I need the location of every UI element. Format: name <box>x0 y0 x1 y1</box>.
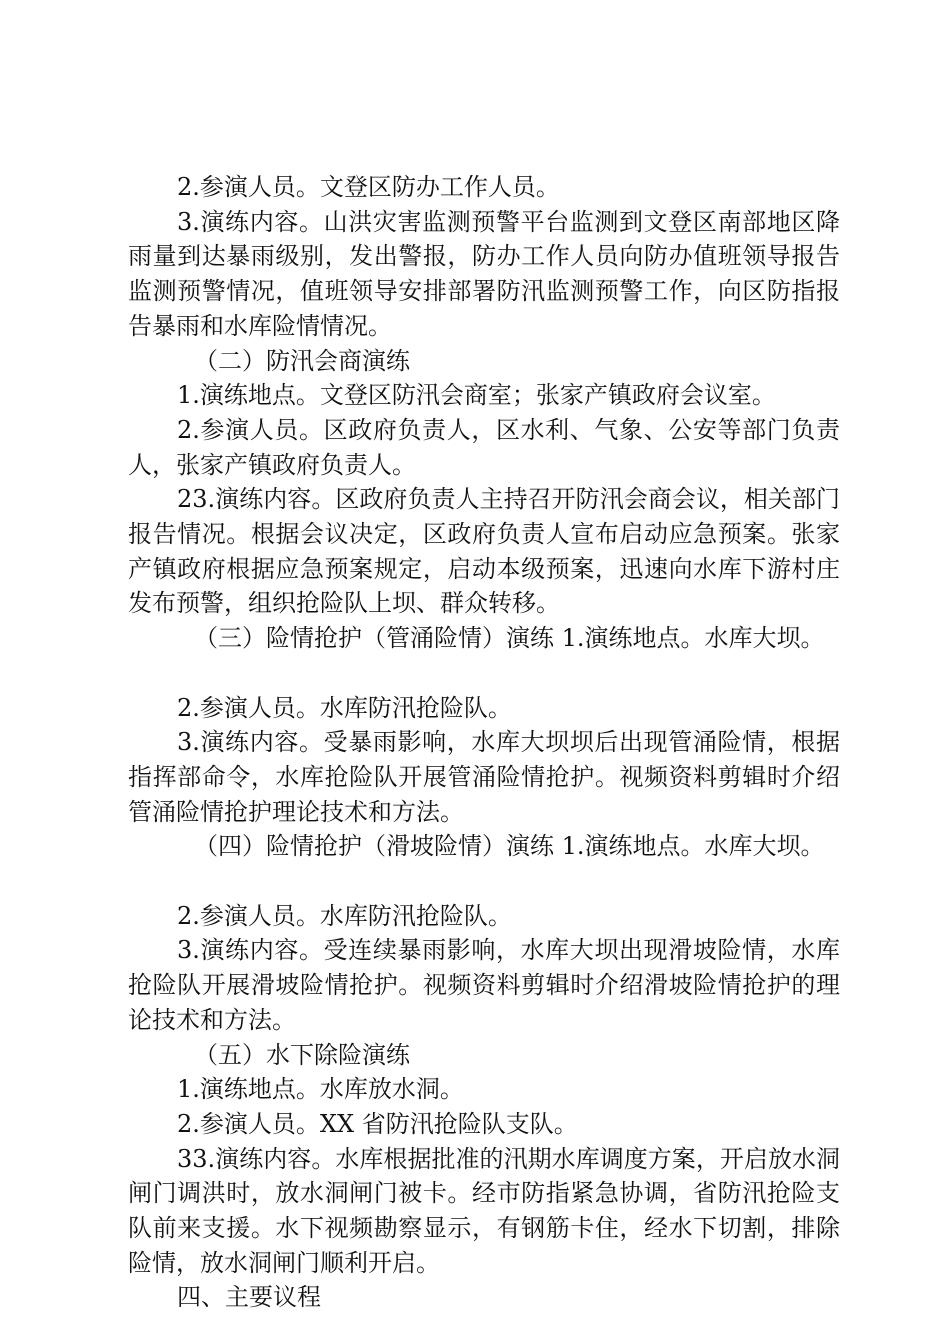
paragraph-participants-3: 2.参演人员。水库防汛抢险队。 <box>177 693 512 722</box>
blank-line <box>128 656 840 691</box>
section-heading-3: （三）险情抢护（管涌险情）演练 1.演练地点。水库大坝。 <box>194 624 825 653</box>
paragraph-participants-5: 2.参演人员。XX 省防汛抢险队支队。 <box>177 1109 578 1138</box>
section-heading-4: （四）险情抢护（滑坡险情）演练 1.演练地点。水库大坝。 <box>194 832 825 861</box>
paragraph-drill-content-3: 3.演练内容。受暴雨影响，水库大坝坝后出现管涌险情，根据指挥部命令，水库抢险队开展管涌险情抢护。视频资料剪辑时介绍管涌险情抢护理论技术和方法。 <box>128 728 840 826</box>
paragraph-participants-4: 2.参演人员。水库防汛抢险队。 <box>177 901 512 930</box>
chapter-heading-agenda: 四、主要议程 <box>177 1283 321 1312</box>
paragraph-drill-location-2: 1.演练地点。文登区防汛会商室；张家产镇政府会议室。 <box>177 381 776 410</box>
blank-line <box>128 864 840 899</box>
paragraph-drill-content-4: 3.演练内容。受连续暴雨影响，水库大坝出现滑坡险情，水库抢险队开展滑坡险情抢护。视频资料剪辑时介绍滑坡险情抢护的理论技术和方法。 <box>128 936 840 1034</box>
paragraph-participants-2: 2.参演人员。区政府负责人，区水利、气象、公安等部门负责人，张家产镇政府负责人。 <box>128 415 840 479</box>
section-heading-2: （二）防汛会商演练 <box>194 346 410 375</box>
paragraph-drill-content-5: 33.演练内容。水库根据批准的汛期水库调度方案，开启放水洞闸门调洪时，放水洞闸门被卡。经市防指紧急协调，省防汛抢险支队前来支援。水下视频勘察显示，有钢筋卡住，经水下切割，排除险情，放水洞闸门顺利开启。 <box>128 1144 840 1277</box>
paragraph-drill-content-1: 3.演练内容。山洪灾害监测预警平台监测到文登区南部地区降雨量到达暴雨级别，发出警报，防办工作人员向防办值班领导报告监测预警情况，值班领导安排部署防汛监测预警工作，向区防指报告暴雨和水库险情情况。 <box>128 207 840 340</box>
paragraph-participants-1: 2.参演人员。文登区防办工作人员。 <box>177 173 560 201</box>
paragraph-drill-location-5: 1.演练地点。水库放水洞。 <box>177 1075 464 1104</box>
section-heading-5: （五）水下除险演练 <box>194 1040 410 1069</box>
document-body <box>128 170 840 1315</box>
paragraph-drill-content-2: 23.演练内容。区政府负责人主持召开防汛会商会议，相关部门报告情况。根据会议决定，区政府负责人宣布启动应急预案。张家产镇政府根据应急预案规定，启动本级预案，迅速向水库下游村庄发布预警，组织抢险队上坝、群众转移。 <box>128 485 840 618</box>
